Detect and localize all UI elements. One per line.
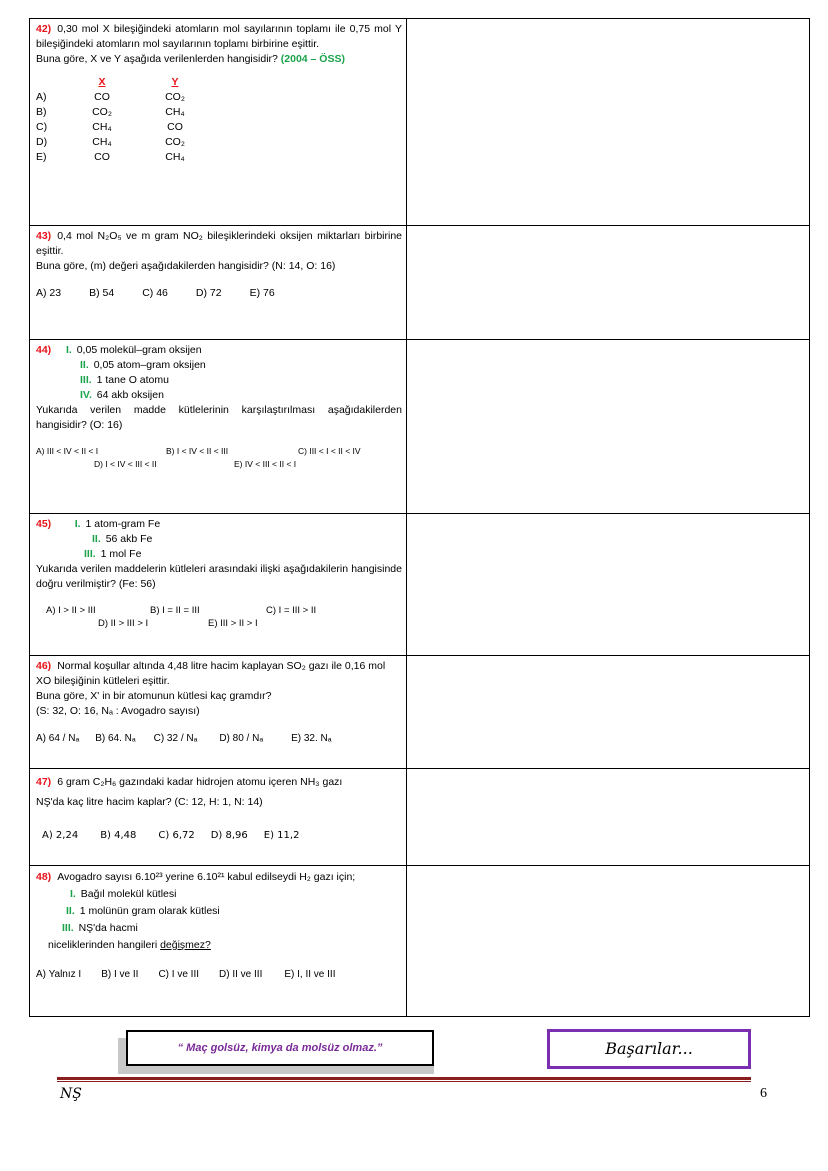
options (36, 731, 402, 746)
item-text: 0,05 atom–gram oksijen (93, 359, 206, 371)
option-d[interactable]: D) II > III > I (98, 618, 149, 629)
option-row[interactable] (36, 150, 190, 165)
question-text: Normal koşullar altında 4,48 litre hacim kaplayan SO₂ gazı ile 0,16 mol XO bileşiğinin kütleleri eşittir. (36, 660, 386, 687)
option-e[interactable]: E) IV < III < II < I (234, 459, 297, 469)
option-x: CO (94, 151, 110, 163)
question-row-44 (30, 340, 809, 514)
question-ask: Buna göre, X' in bir atomunun kütlesi kaç gramdır? (36, 690, 272, 702)
question-45 (30, 514, 407, 655)
option-x: CO₂ (92, 106, 112, 118)
author-initials: NŞ (60, 1086, 82, 1102)
roman-numeral: II. (66, 905, 75, 917)
answer-area-48[interactable] (407, 866, 809, 1016)
option-e[interactable]: E) 11,2 (263, 830, 300, 841)
answer-area-45[interactable] (407, 514, 809, 655)
question-ask-underlined: değişmez? (160, 939, 211, 951)
question-row-46 (30, 656, 809, 769)
question-text: 0,30 mol X bileşiğindeki atomların mol sayılarının toplamı ile 0,75 mol Y bileşiğindeki atomların mol sayılarının toplamı birbirine eşittir. (36, 23, 402, 50)
option-b[interactable]: B) I = II = III (150, 605, 200, 616)
question-ask: Buna göre, X ve Y aşağıda verilenlerden hangisidir? (36, 53, 278, 65)
question-ask: Yukarıda verilen maddelerin kütleleri arasındaki ilişki aşağıdakilerin hangisinde doğru verilmiştir? (Fe: 56) (36, 563, 402, 590)
page-number: 6 (760, 1086, 767, 1101)
question-ask: niceliklerinden hangileri (48, 939, 158, 951)
option-b[interactable]: B) I ve II (101, 969, 139, 980)
option-d[interactable]: D) II ve III (219, 969, 263, 980)
option-row[interactable] (36, 120, 190, 135)
given-constants: (S: 32, O: 16, Nₐ : Avogadro sayısı) (36, 705, 200, 717)
roman-numeral: II. (80, 359, 89, 371)
option-e[interactable]: E) I, II ve III (284, 969, 336, 980)
question-text: 6 gram C₂H₆ gazındaki kadar hidrojen atomu içeren NH₃ gazı (57, 776, 343, 788)
options (36, 445, 402, 458)
option-b[interactable]: B) 54 (89, 287, 115, 299)
option-a[interactable]: A) 23 (36, 287, 62, 299)
option-d[interactable]: D) 8,96 (210, 830, 248, 841)
option-y: CO (167, 121, 183, 133)
option-a[interactable]: A) 64 / Nₐ (36, 733, 80, 744)
option-y: CO₂ (165, 136, 185, 148)
question-row-48 (30, 866, 809, 1016)
question-sheet (29, 18, 810, 1017)
option-c[interactable]: C) I ve III (158, 969, 200, 980)
option-x: CH₄ (92, 136, 112, 148)
roman-numeral: IV. (80, 389, 92, 401)
option-a[interactable]: A) 2,24 (42, 830, 79, 841)
question-number: 47) (36, 776, 52, 788)
item-text: Bağıl molekül kütlesi (80, 888, 177, 900)
item-text: 1 molünün gram olarak kütlesi (79, 905, 220, 917)
option-c[interactable]: C) I = III > II (266, 605, 317, 616)
roman-numeral: I. (74, 518, 81, 530)
option-y: CH₄ (165, 151, 185, 163)
column-y-header: Y (171, 76, 179, 88)
question-ask: NŞ'da kaç litre hacim kaplar? (C: 12, H: 1, N: 14) (36, 796, 263, 808)
question-text: Avogadro sayısı 6.10²³ yerine 6.10²¹ kabul edilseydi H₂ gazı için; (57, 871, 356, 883)
option-b[interactable]: B) 64. Nₐ (95, 733, 136, 744)
question-ask: Yukarıda verilen madde kütlelerinin karşılaştırılması aşağıdakilerden hangisidir? (O: 16) (36, 404, 402, 431)
question-46 (30, 656, 407, 768)
option-row[interactable] (36, 135, 190, 150)
question-ask: Buna göre, (m) değeri aşağıdakilerden hangisidir? (N: 14, O: 16) (36, 260, 336, 272)
option-row[interactable] (36, 90, 190, 105)
option-d[interactable]: D) 72 (195, 287, 222, 299)
option-label: E) (36, 151, 47, 163)
option-e[interactable]: E) 32. Nₐ (291, 733, 332, 744)
option-label: B) (36, 106, 47, 118)
item-text: 1 tane O atomu (96, 374, 169, 386)
source-tag: (2004 – ÖSS) (280, 53, 345, 65)
xy-options-table (36, 75, 190, 165)
item-text: NŞ'da hacmi (78, 922, 138, 934)
option-c[interactable]: C) III < I < II < IV (298, 446, 361, 456)
item-text: 56 akb Fe (105, 533, 153, 545)
options-row-2 (36, 617, 402, 630)
option-b[interactable]: B) I < IV < II < III (166, 446, 229, 456)
question-47 (30, 769, 407, 865)
option-y: CH₄ (165, 106, 185, 118)
answer-area-46[interactable] (407, 656, 809, 768)
option-d[interactable]: D) 80 / Nₐ (219, 733, 264, 744)
motto-quote: “ Maç golsüz, kimya da molsüz olmaz.” (126, 1030, 434, 1066)
question-number: 44) (36, 344, 52, 356)
answer-area-47[interactable] (407, 769, 809, 865)
question-number: 45) (36, 518, 52, 530)
option-x: CH₄ (92, 121, 112, 133)
option-a[interactable]: A) III < IV < II < I (36, 446, 99, 456)
item-text: 0,05 molekül–gram oksijen (76, 344, 202, 356)
option-a[interactable]: A) Yalnız I (36, 969, 82, 980)
question-row-43 (30, 226, 809, 340)
roman-numeral: I. (70, 888, 76, 900)
option-e[interactable]: E) III > II > I (208, 618, 258, 629)
question-42 (30, 19, 407, 225)
option-a[interactable]: A) I > II > III (46, 605, 96, 616)
question-number: 46) (36, 660, 52, 672)
question-text: 0,4 mol N₂O₅ ve m gram NO₂ bileşiklerindeki oksijen miktarları birbirine eşittir. (36, 230, 402, 257)
question-number: 42) (36, 23, 52, 35)
option-label: D) (36, 136, 48, 148)
question-row-42 (30, 19, 809, 226)
footer-rule (57, 1077, 751, 1080)
option-x: CO (94, 91, 110, 103)
roman-numeral: III. (62, 922, 74, 934)
options (36, 604, 402, 617)
roman-numeral: I. (65, 344, 72, 356)
question-44 (30, 340, 407, 513)
item-text: 64 akb oksijen (96, 389, 164, 401)
option-row[interactable] (36, 105, 190, 120)
option-b[interactable]: B) 4,48 (100, 830, 137, 841)
item-text: 1 atom-gram Fe (85, 518, 161, 530)
options (36, 826, 402, 846)
question-number: 48) (36, 871, 52, 883)
option-c[interactable]: C) 32 / Nₐ (153, 733, 198, 744)
question-row-45 (30, 514, 809, 656)
question-row-47 (30, 769, 809, 866)
question-number: 43) (36, 230, 52, 242)
option-label: A) (36, 91, 47, 103)
item-text: 1 mol Fe (100, 548, 142, 560)
option-c[interactable]: C) 6,72 (158, 830, 195, 841)
question-48 (30, 866, 407, 1016)
footer-rule-thin (57, 1081, 751, 1082)
roman-numeral: III. (80, 374, 92, 386)
answer-area-44[interactable] (407, 340, 809, 513)
option-d[interactable]: D) I < IV < III < II (94, 459, 157, 469)
roman-numeral: II. (92, 533, 101, 545)
options (36, 966, 402, 983)
column-x-header: X (98, 76, 106, 88)
answer-area-43[interactable] (407, 226, 809, 339)
answer-area-42[interactable] (407, 19, 809, 225)
option-e[interactable]: E) 76 (249, 287, 275, 299)
options-row-2 (36, 458, 402, 471)
option-y: CO₂ (165, 91, 185, 103)
options (36, 286, 402, 301)
question-43 (30, 226, 407, 339)
option-c[interactable]: C) 46 (142, 287, 168, 299)
option-label: C) (36, 121, 48, 133)
good-luck-box: Başarılar... (547, 1029, 751, 1069)
roman-numeral: III. (84, 548, 96, 560)
